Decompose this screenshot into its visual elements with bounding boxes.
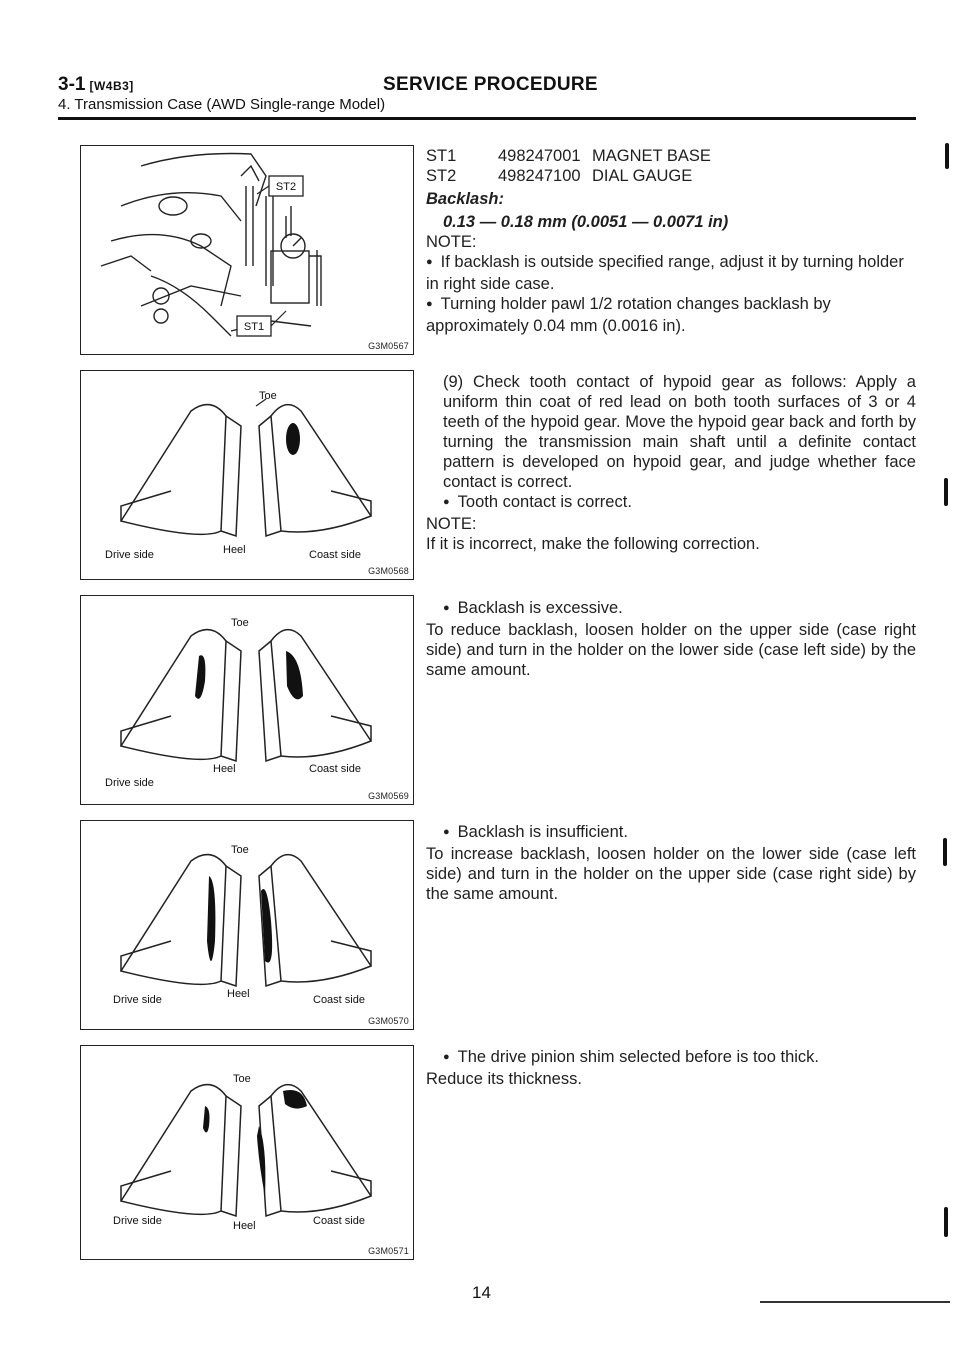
tool-code: ST2	[426, 167, 457, 185]
correction-text: Reduce its thickness.	[426, 1070, 582, 1088]
tools-and-backlash-block	[426, 146, 916, 336]
correction-excessive	[426, 598, 916, 680]
note-bullet: ● Turning holder pawl 1/2 rotation changes backlash by approximately 0.04 mm (0.0016 in).	[426, 294, 916, 336]
margin-mark	[945, 143, 949, 169]
backlash-value: 0.13 — 0.18 mm (0.0051 — 0.0071 in)	[443, 213, 729, 231]
label-drive-side: Drive side	[113, 994, 162, 1006]
label-coast-side: Coast side	[309, 763, 361, 775]
tool-row-st1	[426, 146, 916, 166]
note-bullet: ● If backlash is outside specified range, adjust it by turning holder in right side case.	[426, 252, 916, 294]
figure-id: G3M0571	[368, 1246, 409, 1256]
label-st1: ST1	[243, 321, 265, 333]
label-heel: Heel	[213, 763, 236, 775]
margin-mark	[944, 1207, 948, 1237]
gear-tooth-illustration	[81, 371, 413, 579]
label-heel: Heel	[227, 988, 250, 1000]
backlash-label: Backlash:	[426, 190, 504, 208]
tool-name: DIAL GAUGE	[592, 167, 693, 185]
label-toe: Toe	[231, 844, 249, 856]
dial-gauge-illustration	[81, 146, 413, 354]
correction-bullet: ● Backlash is insufficient.	[426, 822, 916, 844]
correction-bullet: ● The drive pinion shim selected before is too thick.	[426, 1047, 916, 1069]
label-drive-side: Drive side	[105, 549, 154, 561]
tool-row-st2	[426, 166, 916, 186]
note-text: If it is incorrect, make the following correction.	[426, 535, 760, 553]
contact-pattern	[286, 423, 300, 455]
label-heel: Heel	[223, 544, 246, 556]
step-9-text: (9) Check tooth contact of hypoid gear as follows: Apply a uniform thin coat of red lead on both tooth surfaces of 3 or 4 teeth of the hypoid gear. Move the hypoid gear back and forth by turning the transmission main shaft until a definite contact pattern is developed on hypoid gear, and judge whether face contact is correct.	[443, 373, 916, 491]
label-coast-side: Coast side	[309, 549, 361, 561]
section-code	[58, 74, 134, 96]
figure-shim-too-thick	[80, 1045, 414, 1260]
label-st2: ST2	[275, 181, 297, 193]
tool-code: ST1	[426, 147, 457, 165]
figure-id: G3M0569	[368, 791, 409, 801]
figure-backlash-excessive	[80, 595, 414, 805]
gear-tooth-illustration	[81, 596, 413, 804]
label-coast-side: Coast side	[313, 1215, 365, 1227]
label-drive-side: Drive side	[113, 1215, 162, 1227]
correction-bullet: ● Backlash is excessive.	[426, 598, 916, 620]
page-title: SERVICE PROCEDURE	[383, 74, 598, 95]
margin-mark	[944, 478, 948, 506]
correction-insufficient	[426, 822, 916, 904]
tool-name: MAGNET BASE	[592, 147, 711, 165]
gear-tooth-illustration	[81, 1046, 413, 1259]
correction-shim	[426, 1047, 916, 1089]
page-subtitle: 4. Transmission Case (AWD Single-range Model)	[58, 96, 386, 113]
label-coast-side: Coast side	[313, 994, 365, 1006]
label-toe: Toe	[233, 1073, 251, 1085]
label-toe: Toe	[259, 390, 277, 402]
figure-id: G3M0568	[368, 566, 409, 576]
footer-rule	[760, 1301, 950, 1303]
figure-tooth-contact-correct	[80, 370, 414, 580]
gear-tooth-illustration	[81, 821, 413, 1029]
section-tag: [W4B3]	[89, 79, 134, 93]
note-label: NOTE:	[426, 233, 477, 251]
label-heel: Heel	[233, 1220, 256, 1232]
margin-mark	[943, 838, 947, 866]
step-9-bullet: ● Tooth contact is correct.	[426, 492, 916, 514]
label-drive-side: Drive side	[105, 777, 154, 789]
step-9-block	[426, 372, 916, 554]
figure-id: G3M0567	[368, 341, 409, 351]
figure-dial-gauge-setup	[80, 145, 414, 355]
label-toe: Toe	[231, 617, 249, 629]
header-rule	[58, 117, 916, 120]
figure-backlash-insufficient	[80, 820, 414, 1030]
figure-id: G3M0570	[368, 1016, 409, 1026]
section-number: 3-1	[58, 74, 86, 95]
page-number: 14	[472, 1283, 491, 1302]
tool-part-number: 498247001	[498, 147, 581, 165]
tool-part-number: 498247100	[498, 167, 581, 185]
correction-text: To increase backlash, loosen holder on the lower side (case left side) and turn in the holder on the upper side (case right side) by the same amount.	[426, 845, 916, 903]
correction-text: To reduce backlash, loosen holder on the upper side (case right side) and turn in the holder on the lower side (case left side) by the same amount.	[426, 621, 916, 679]
note-label: NOTE:	[426, 515, 477, 533]
